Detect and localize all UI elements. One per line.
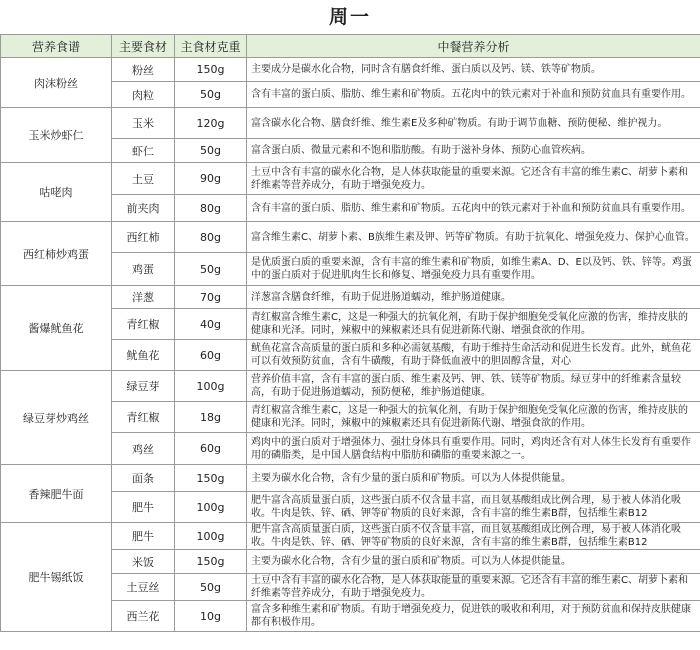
recipe-name: 肉沫粉丝	[1, 58, 112, 108]
weight-cell: 150g	[175, 465, 247, 492]
analysis-cell	[247, 286, 700, 309]
analysis-cell	[247, 309, 700, 340]
ingredient-cell: 肥牛	[112, 492, 175, 523]
weight-cell: 70g	[175, 286, 247, 309]
page-title: 周一	[328, 6, 371, 28]
table-row	[1, 222, 700, 253]
analysis-cell	[247, 550, 700, 574]
analysis-text: 青红椒富含维生素C，这是一种强大的抗氧化剂，有助于保护细胞免受氧化应激的伤害，维持皮肤的健康和光泽。同时，辣椒中的辣椒素还具有促进新陈代谢、增强食欲的作用。	[251, 405, 688, 429]
recipe-name: 酱爆鱿鱼花	[1, 286, 112, 371]
recipe-name: 肥牛锡纸饭	[1, 523, 112, 632]
table-body	[1, 58, 700, 632]
ingredient-cell: 米饭	[112, 550, 175, 574]
analysis-cell	[247, 402, 700, 433]
ingredient-cell: 肥牛	[112, 523, 175, 550]
ingredient-cell: 土豆丝	[112, 574, 175, 601]
ingredient-cell: 前夹肉	[112, 195, 175, 222]
header-recipe: 营养食谱	[1, 35, 112, 58]
analysis-text: 青红椒富含维生素C，这是一种强大的抗氧化剂，有助于保护细胞免受氧化应激的伤害，维持皮肤的健康和光泽。同时，辣椒中的辣椒素还具有促进新陈代谢、增强食欲的作用。	[251, 312, 688, 336]
table-row	[1, 58, 700, 82]
analysis-text: 鸡肉中的蛋白质对于增强体力、强壮身体具有重要作用。同时，鸡肉还含有对人体生长发育有重要作用的磷脂类，是中国人膳食结构中脂肪和磷脂的重要来源之一。	[251, 436, 691, 461]
ingredient-cell: 面条	[112, 465, 175, 492]
weight-cell: 18g	[175, 402, 247, 433]
table-row	[1, 371, 700, 402]
analysis-cell	[247, 163, 700, 195]
nutrition-table	[0, 34, 700, 632]
weight-cell: 80g	[175, 195, 247, 222]
analysis-text: 土豆中含有丰富的碳水化合物，是人体获取能量的重要来源。它还含有丰富的维生素C、胡萝卜素和纤维素等营养成分，有助于增强免疫力。	[251, 166, 688, 191]
weight-cell: 50g	[175, 82, 247, 108]
weight-cell: 100g	[175, 492, 247, 523]
analysis-text: 营养价值丰富，含有丰富的蛋白质、维生素及钙、钾、铁、镁等矿物质。绿豆芽中的纤维素含量较高，有助于促进肠道蠕动，预防便秘，维护肠道健康。	[251, 374, 681, 398]
analysis-text: 鱿鱼花富含高质量的蛋白质和多种必需氨基酸，有助于维持生命活动和促进生长发育。此外，鱿鱼花可以有效预防贫血，含有牛磺酸，有助于降低血液中的胆固醇含量，对心	[251, 343, 691, 367]
ingredient-cell: 鱿鱼花	[112, 340, 175, 371]
header-analysis: 中餐营养分析	[247, 35, 700, 58]
weight-cell: 100g	[175, 371, 247, 402]
ingredient-cell: 肉粒	[112, 82, 175, 108]
analysis-text: 富含维生素C、胡萝卜素、B族维生素及钾、钙等矿物质。有助于抗氧化、增强免疫力、保护心血管。	[251, 231, 695, 243]
analysis-cell	[247, 195, 700, 222]
ingredient-cell: 青红椒	[112, 309, 175, 340]
analysis-text: 富含蛋白质、微量元素和不饱和脂肪酸。有助于滋补身体、预防心血管疾病。	[251, 145, 591, 156]
analysis-cell	[247, 371, 700, 402]
weight-cell: 120g	[175, 108, 247, 139]
analysis-text: 含有丰富的蛋白质、脂肪、维生素和矿物质。五花肉中的铁元素对于补血和预防贫血具有重要作用。	[251, 89, 691, 100]
recipe-name: 玉米炒虾仁	[1, 108, 112, 163]
weight-cell: 50g	[175, 253, 247, 286]
ingredient-cell: 绿豆芽	[112, 371, 175, 402]
analysis-cell	[247, 253, 700, 286]
analysis-text: 含有丰富的蛋白质、脂肪、维生素和矿物质。五花肉中的铁元素对于补血和预防贫血具有重要作用。	[251, 202, 691, 214]
table-row	[1, 108, 700, 139]
analysis-cell	[247, 492, 700, 523]
analysis-cell	[247, 574, 700, 601]
weight-cell: 100g	[175, 523, 247, 550]
weight-cell: 10g	[175, 601, 247, 632]
ingredient-cell: 西红柿	[112, 222, 175, 253]
analysis-text: 肥牛富含高质量蛋白质，这些蛋白质不仅含量丰富，而且氨基酸组成比例合理，易于被人体消化吸收。牛肉是铁、锌、硒、钾等矿物质的良好来源，含有丰富的维生素B群，包括维生素B12	[251, 524, 681, 548]
recipe-name: 咕咾肉	[1, 163, 112, 222]
header-weight: 主食材克重	[175, 35, 247, 58]
analysis-text: 肥牛富含高质量蛋白质，这些蛋白质不仅含量丰富，而且氨基酸组成比例合理，易于被人体消化吸收。牛肉是铁、锌、硒、钾等矿物质的良好来源，含有丰富的维生素B群，包括维生素B12	[251, 495, 681, 519]
analysis-cell	[247, 523, 700, 550]
analysis-text: 富含多种维生素和矿物质。有助于增强免疫力，促进铁的吸收和利用，对于预防贫血和保持皮肤健康都有积极作用。	[251, 604, 691, 628]
analysis-text: 主要为碳水化合物，含有少量的蛋白质和矿物质。可以为人体提供能量。	[251, 556, 571, 567]
weight-cell: 150g	[175, 550, 247, 574]
analysis-cell	[247, 340, 700, 371]
weight-cell: 60g	[175, 340, 247, 371]
ingredient-cell: 洋葱	[112, 286, 175, 309]
header-ingredient: 主要食材	[112, 35, 175, 58]
weight-cell: 150g	[175, 58, 247, 82]
analysis-cell	[247, 108, 700, 139]
recipe-name: 西红柿炒鸡蛋	[1, 222, 112, 286]
analysis-cell	[247, 465, 700, 492]
table-header-row	[1, 35, 700, 58]
weight-cell: 50g	[175, 139, 247, 163]
weight-cell: 50g	[175, 574, 247, 601]
ingredient-cell: 西兰花	[112, 601, 175, 632]
analysis-text: 是优质蛋白质的重要来源，含有丰富的维生素和矿物质，如维生素A、D、E以及钙、铁、锌等。鸡蛋中的蛋白质对于促进肌肉生长和修复、增强免疫力具有重要作用。	[251, 257, 692, 281]
analysis-text: 富含碳水化合物、膳食纤维、维生素E及多种矿物质。有助于调节血糖、预防便秘、维护视力。	[251, 117, 668, 129]
ingredient-cell: 青红椒	[112, 402, 175, 433]
analysis-cell	[247, 222, 700, 253]
ingredient-cell: 鸡丝	[112, 433, 175, 465]
ingredient-cell: 鸡蛋	[112, 253, 175, 286]
ingredient-cell: 玉米	[112, 108, 175, 139]
table-row	[1, 163, 700, 195]
table-row	[1, 523, 700, 550]
weight-cell: 60g	[175, 433, 247, 465]
recipe-name: 香辣肥牛面	[1, 465, 112, 523]
analysis-text: 主要为碳水化合物，含有少量的蛋白质和矿物质。可以为人体提供能量。	[251, 472, 571, 484]
analysis-cell	[247, 58, 700, 82]
analysis-text: 主要成分是碳水化合物，同时含有膳食纤维、蛋白质以及钙、镁、铁等矿物质。	[251, 64, 601, 75]
analysis-cell	[247, 139, 700, 163]
ingredient-cell: 虾仁	[112, 139, 175, 163]
analysis-cell	[247, 82, 700, 108]
recipe-name: 绿豆芽炒鸡丝	[1, 371, 112, 465]
weight-cell: 90g	[175, 163, 247, 195]
weight-cell: 80g	[175, 222, 247, 253]
ingredient-cell: 粉丝	[112, 58, 175, 82]
analysis-text: 洋葱富含膳食纤维，有助于促进肠道蠕动，维护肠道健康。	[251, 291, 511, 303]
analysis-text: 土豆中含有丰富的碳水化合物，是人体获取能量的重要来源。它还含有丰富的维生素C、胡萝卜素和纤维素等营养成分，有助于增强免疫力。	[251, 575, 688, 599]
weight-cell: 40g	[175, 309, 247, 340]
analysis-cell	[247, 433, 700, 465]
analysis-cell	[247, 601, 700, 632]
ingredient-cell: 土豆	[112, 163, 175, 195]
table-row	[1, 465, 700, 492]
table-row	[1, 286, 700, 309]
